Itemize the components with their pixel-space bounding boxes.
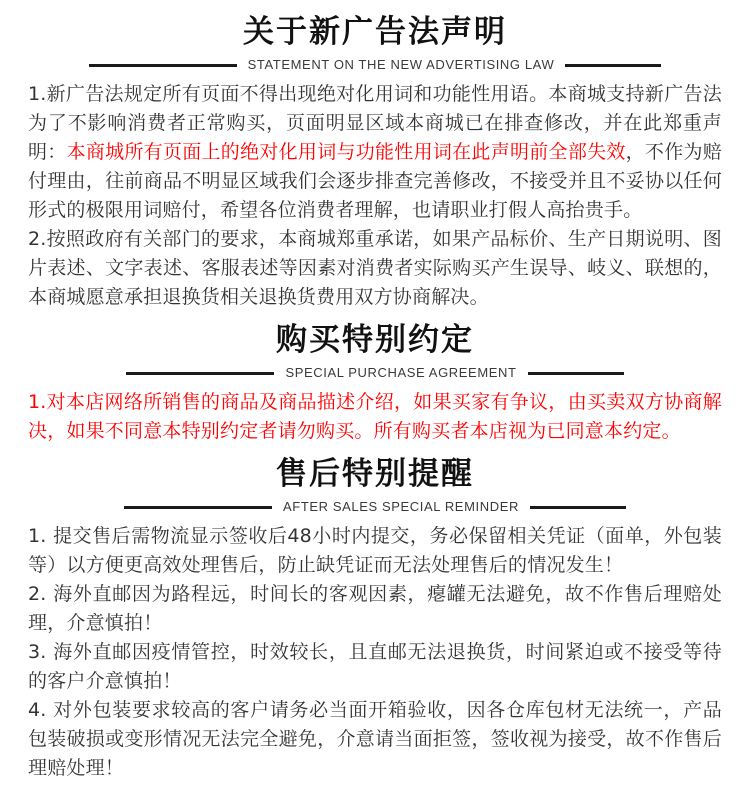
purchase-agreement-title: 购买特别约定 [276,322,474,358]
section-after-sales-reminder [28,454,722,783]
section-advertising-law [28,12,722,312]
advertising-law-paragraph-1 [28,80,722,225]
paragraph-1-black-segment-1: 1.新广告法规定所有页面不得出现绝对化用词和功能性用语。本商城支持新广告法为了不影响消费者正常购买，页面明显区域本商城已在排查修改，并在此郑重声明： [28,83,722,163]
after-sales-item-2: 2. 海外直邮因为路程远，时间长的客观因素，瘪罐无法避免，故不作售后理赔处理，介意慎拍！ [28,583,722,634]
purchase-agreement-body [28,388,722,446]
after-sales-body [28,522,722,783]
divider-line-right [528,372,624,375]
section-purchase-agreement [28,320,722,446]
divider-line-left [89,64,237,67]
divider-line-left [126,372,274,375]
after-sales-item-3: 3. 海外直邮因疫情管控，时效较长，且直邮无法退换货，时间紧迫或不接受等待的客户介意慎拍！ [28,641,722,692]
divider-line-right [565,64,661,67]
advertising-law-subtitle: STATEMENT ON THE NEW ADVERTISING LAW [247,57,555,72]
divider-line-left [124,506,272,509]
after-sales-title: 售后特别提醒 [276,456,474,492]
purchase-agreement-subtitle: SPECIAL PURCHASE AGREEMENT [285,365,517,380]
after-sales-item-1: 1. 提交售后需物流显示签收后48小时内提交，务必保留相关凭证（面单，外包装等）以方便更高效处理售后，防止缺凭证而无法处理售后的情况发生！ [28,525,722,576]
advertising-law-subtitle-row [28,56,722,74]
after-sales-subtitle: AFTER SALES SPECIAL REMINDER [283,499,519,514]
paragraph-1-red-segment: 本商城所有页面上的绝对化用词与功能性用词在此声明前全部失效 [66,141,626,163]
after-sales-item-4: 4. 对外包装要求较高的客户请务必当面开箱验收，因各仓库包材无法统一，产品包装破损或变形情况无法完全避免，介意请当面拒签，签收视为接受，故不作售后理赔处理！ [28,699,722,779]
advertising-law-body [28,80,722,312]
purchase-agreement-subtitle-row [28,364,722,382]
after-sales-subtitle-row [28,498,722,516]
paragraph-1-black-segment-2: ，不作为赔付理由，往前商品不明显区域我们会逐步排查完善修改，不接受并且不妥协以任何形式的极限用词赔付，希望各位消费者理解，也请职业打假人高抬贵手。 [28,141,722,221]
divider-line-right [530,506,626,509]
advertising-law-title: 关于新广告法声明 [243,14,507,50]
advertising-law-paragraph-2: 2.按照政府有关部门的要求，本商城郑重承诺，如果产品标价、生产日期说明、图片表述、文字表述、客服表述等因素对消费者实际购买产生误导、岐义、联想的，本商城愿意承担退换货相关退换货费用双方协商解决。 [28,228,722,308]
purchase-agreement-paragraph: 1.对本店网络所销售的商品及商品描述介绍，如果买家有争议，由买卖双方协商解决，如果不同意本特别约定者请勿购买。所有购买者本店视为已同意本约定。 [28,391,722,442]
